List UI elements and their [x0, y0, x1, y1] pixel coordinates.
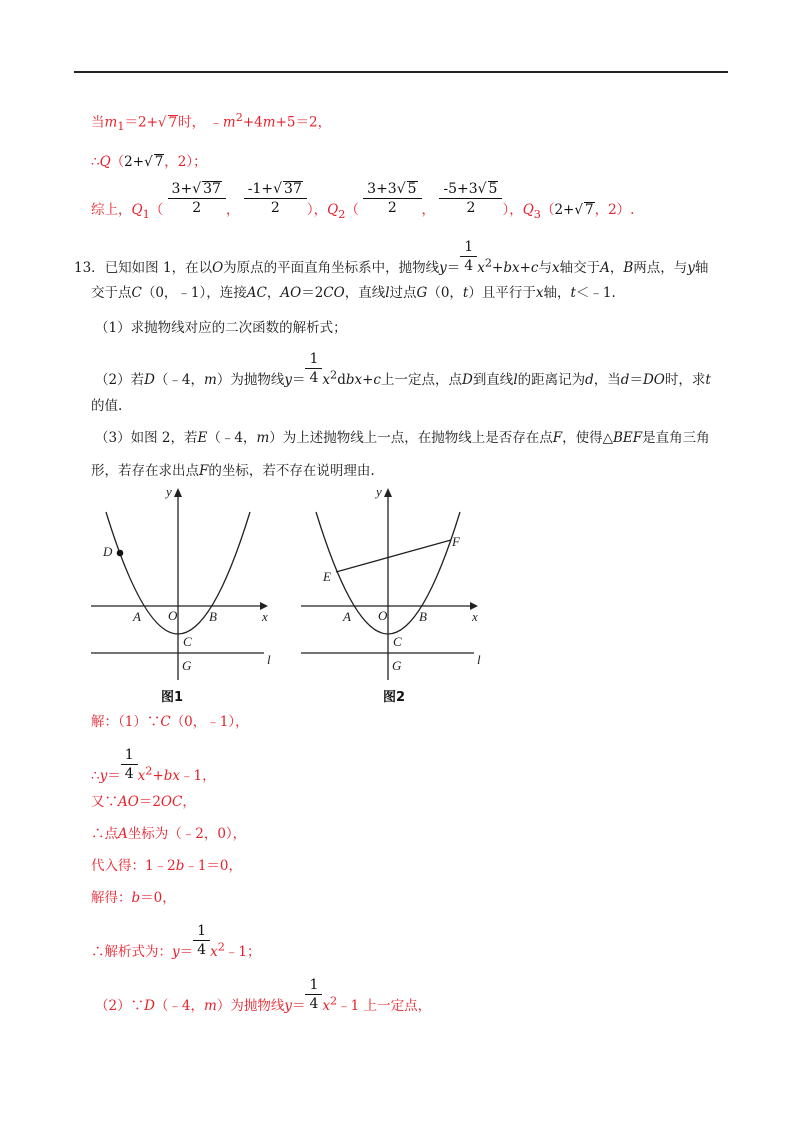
figure-2-caption: 图2 — [383, 690, 406, 705]
label-g: G — [392, 658, 402, 673]
solution-line-3: 又∵AO＝2OC， — [91, 794, 196, 810]
problem-part-3-cont: 形，若存在求出点F的坐标，若不存在说明理由. — [91, 463, 375, 479]
solution-line-6: 解得：b＝0， — [91, 890, 176, 906]
label-b: B — [419, 609, 427, 624]
label-c: C — [393, 634, 402, 649]
problem-line-1: 13．已知如图 1，在以O为原点的平面直角坐标系中，抛物线y＝ $\frac{1}{4}$ $x^2+bx+c$与x轴交于A，B两点，与y轴 — [74, 239, 709, 276]
label-l: l — [267, 652, 271, 667]
figure-2 — [296, 480, 496, 705]
label-x: x — [472, 609, 478, 624]
problem-part-2: （2）若D（﹣4，m）为抛物线y＝ $\frac{1}{4}$ $x^2dbx+c$上一定点，点D到直线l的距离记为d，当d＝DO时，求t — [95, 351, 711, 388]
figure-1 — [86, 480, 286, 705]
solution-line-7: ∴解析式为：y＝ $\frac{1}{4}$ $x^2﹣1$； — [91, 923, 261, 960]
y-axis-arrow — [174, 488, 182, 497]
label-f: F — [452, 534, 460, 549]
point-d — [117, 550, 124, 557]
label-x: x — [262, 609, 268, 624]
label-l: l — [477, 652, 481, 667]
solution-line-1: 解：（1）∵C（0，﹣1）， — [91, 714, 249, 730]
solution-line-8: （2）∵D（﹣4，m）为抛物线y＝ $\frac{1}{4}$ $x^2﹣1$ 上一定点， — [95, 977, 432, 1014]
label-e: E — [323, 569, 331, 584]
prev-line-2: ∴Q（2+√ 7，2）； — [91, 154, 207, 170]
label-g: G — [182, 658, 192, 673]
label-a: A — [343, 609, 351, 624]
problem-line-2: 交于点C（0，﹣1），连接AC，AO＝2CO，直线l过点G（0，t）且平行于x轴，t＜﹣1. — [91, 285, 616, 301]
problem-part-2-cont: 的值. — [91, 398, 123, 414]
label-y: y — [376, 484, 382, 499]
label-d: D — [103, 544, 113, 559]
prev-line-3: 综上，$Q_1$（ $\frac{3+√ 37}{2}$ ， $\frac{-1+√ 37}{2}$ ），$Q_2$（ $\frac{3+3√ 5}{2}$ ， $\frac{-5+3√ 5}{2}$ ），$Q_3(2+√$ 7，2）. — [91, 181, 635, 221]
segment-ef — [336, 540, 451, 572]
solution-line-4: ∴点A坐标为（﹣2，0）， — [91, 826, 247, 842]
label-o: O — [378, 608, 388, 623]
y-axis-arrow — [384, 488, 392, 497]
solution-line-2: ∴y＝ $\frac{1}{4}$ $x^2+bx﹣1$， — [91, 747, 216, 784]
label-c: C — [183, 634, 192, 649]
label-y: y — [166, 484, 172, 499]
solution-line-5: 代入得：1﹣2b﹣1＝0， — [91, 858, 243, 874]
figure-1-caption: 图1 — [161, 690, 184, 705]
label-b: B — [209, 609, 217, 624]
label-a: A — [133, 609, 141, 624]
header-rule — [74, 71, 728, 73]
label-o: O — [168, 608, 178, 623]
prev-line-1: 当$m_1=2+√$ 7时， $﹣m^2+4m+5=2$， — [91, 111, 332, 134]
problem-part-3: （3）如图 2，若E（﹣4，m）为上述抛物线上一点，在抛物线上是否存在点F，使得△BEF是直角三角 — [95, 430, 710, 446]
problem-part-1: （1）求抛物线对应的二次函数的解析式； — [95, 320, 347, 336]
